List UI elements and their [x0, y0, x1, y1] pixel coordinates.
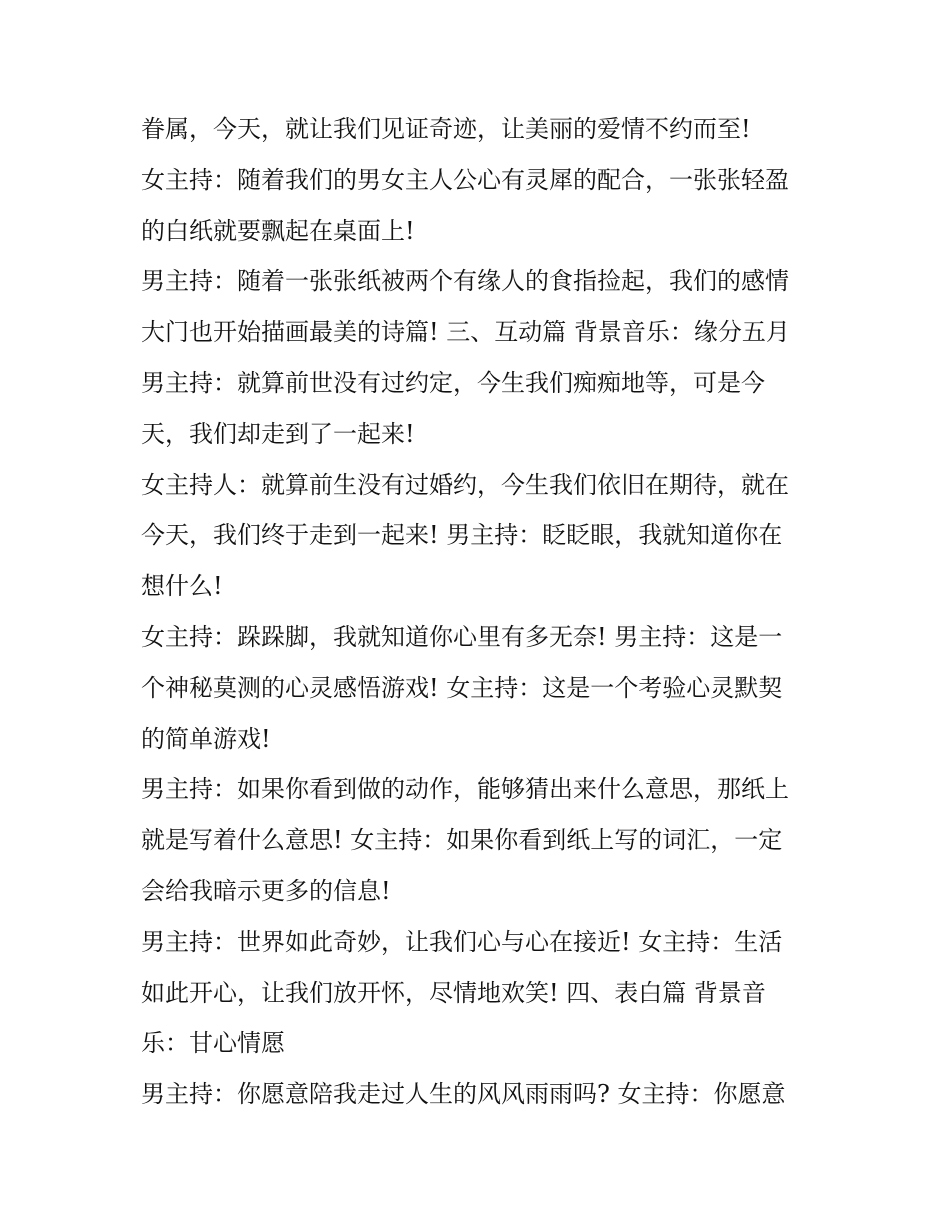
text-line: 男主持：世界如此奇妙，让我们心与心在接近! 女主持：生活: [141, 927, 783, 956]
text-line: 男主持：就算前世没有过约定，今生我们痴痴地等，可是今: [141, 368, 765, 397]
text-line: 男主持：你愿意陪我走过人生的风风雨雨吗? 女主持：你愿意: [141, 1080, 786, 1109]
text-line: 如此开心，让我们放开怀，尽情地欢笑! 四、表白篇 背景音: [141, 978, 766, 1007]
text-line: 天，我们却走到了一起来!: [141, 419, 415, 448]
text-line: 大门也开始描画最美的诗篇! 三、互动篇 背景音乐：缘分五月: [141, 318, 790, 347]
text-line: 女主持：随着我们的男女主人公心有灵犀的配合，一张张轻盈: [141, 165, 789, 194]
text-line: 想什么!: [141, 572, 223, 601]
text-line: 男主持：如果你看到做的动作，能够猜出来什么意思，那纸上: [141, 775, 789, 804]
text-line: 个神秘莫测的心灵感悟游戏! 女主持：这是一个考验心灵默契: [141, 673, 783, 702]
text-line: 的简单游戏!: [141, 724, 271, 753]
text-line: 乐：甘心情愿: [141, 1029, 285, 1058]
text-line: 会给我暗示更多的信息!: [141, 876, 391, 905]
text-line: 今天，我们终于走到一起来! 男主持：眨眨眼，我就知道你在: [141, 521, 783, 550]
text-line: 的白纸就要飘起在桌面上!: [141, 216, 415, 245]
document-body: [141, 104, 821, 1120]
text-line: 就是写着什么意思! 女主持：如果你看到纸上写的词汇，一定: [141, 826, 783, 855]
text-line: 女主持人：就算前生没有过婚约，今生我们依旧在期待，就在: [141, 470, 789, 499]
text-line: 女主持：跺跺脚，我就知道你心里有多无奈! 男主持：这是一: [141, 622, 783, 651]
text-line: 眷属，今天，就让我们见证奇迹，让美丽的爱情不约而至!: [141, 115, 751, 143]
text-line: 男主持：随着一张张纸被两个有缘人的食指捡起，我们的感情: [141, 267, 789, 296]
